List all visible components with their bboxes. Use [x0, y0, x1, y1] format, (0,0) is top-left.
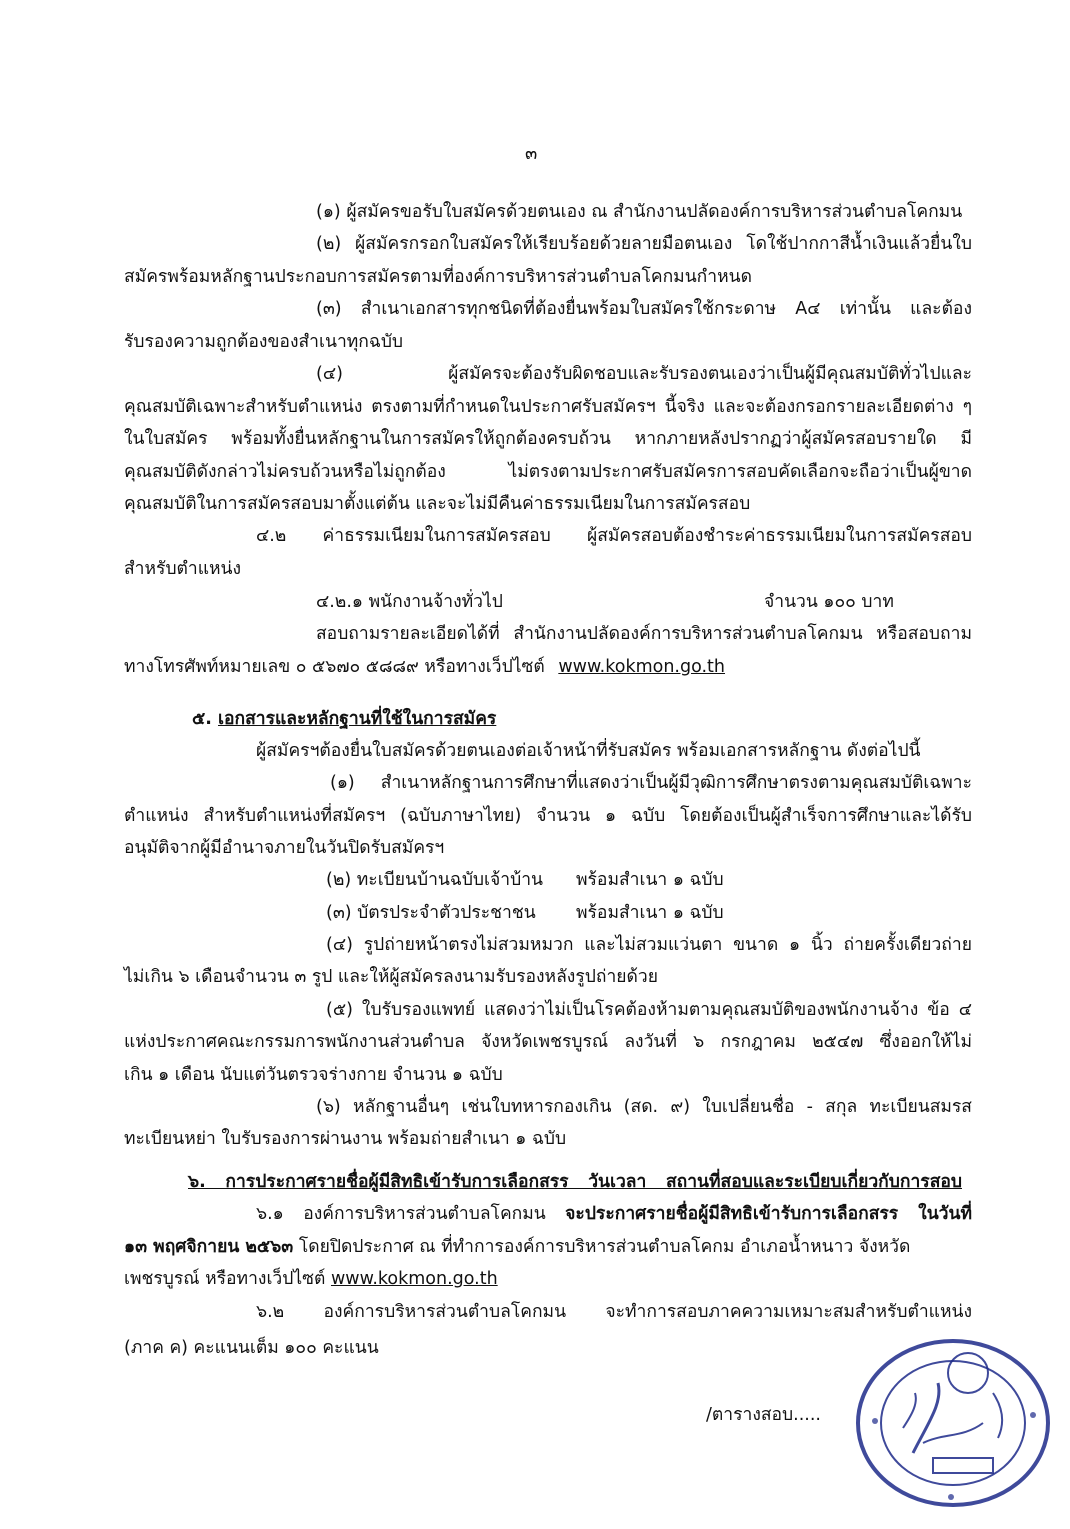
sec5-heading	[192, 707, 496, 731]
inquiry-line2	[124, 655, 725, 679]
sec4-1-item4-line4: คุณสมบัติดังกล่าวไม่ครบถ้วนหรือไม่ถูกต้อง ไม่ตรงตามประกาศรับสมัครการสอบคัดเลือกจะถือว่าเป็นผู้ขาด	[124, 462, 972, 482]
sec5-item1-line2: ตำแหน่ง สำหรับตำแหน่งที่สมัครฯ (ฉบับภาษาไทย) จำนวน ๑ ฉบับ โดยต้องเป็นผู้สำเร็จการศึกษาและได้รับ	[124, 806, 972, 826]
continuation-footer: /ตารางสอบ.....	[706, 1405, 821, 1425]
sec4-1-item3-line1: (๓) สำเนาเอกสารทุกชนิดที่ต้องยื่นพร้อมใบสมัครใช้กระดาษ A๔ เท่านั้น และต้อง	[316, 299, 972, 319]
sec4-1-item4-line5: คุณสมบัติในการสมัครสอบมาตั้งแต่ต้น และจะไม่มีคืนค่าธรรมเนียมในการสมัครสอบ	[124, 494, 751, 514]
sec6-1-line1	[256, 1202, 972, 1226]
fee-position: ๔.๒.๑ พนักงานจ้างทั่วไป	[316, 592, 503, 612]
fee-amount: จำนวน ๑๐๐ บาท	[764, 592, 894, 612]
sec6-1-announce: จะประกาศรายชื่อผู้มีสิทธิเข้ารับการเลือกสรร ในวันที่	[565, 1204, 972, 1224]
sec4-1-item3-line2: รับรองความถูกต้องของสำเนาทุกฉบับ	[124, 332, 404, 352]
website-link[interactable]: www.kokmon.go.th	[558, 657, 726, 677]
sec4-1-item4-line1: (๔) ผู้สมัครจะต้องรับผิดชอบและรับรองตนเองว่าเป็นผู้มีคุณสมบัติทั่วไปและ	[316, 364, 972, 384]
sec5-item4-line2: ไม่เกิน ๖ เดือนจำนวน ๓ รูป และให้ผู้สมัครลงนามรับรองหลังรูปถ่ายด้วย	[124, 967, 658, 987]
sec5-item2-copy: พร้อมสำเนา ๑ ฉบับ	[576, 870, 724, 890]
official-seal-icon	[843, 1333, 1053, 1508]
sec6-1-line2	[124, 1235, 910, 1259]
sec6-1-place: โดยปิดประกาศ ณ ที่ทำการองค์การบริหารส่วนตำบลโคกม อำเภอน้ำหนาว จังหวัด	[293, 1237, 911, 1257]
sec4-1-item2-line2: สมัครพร้อมหลักฐานประกอบการสมัครตามที่องค์การบริหารส่วนตำบลโคกมนกำหนด	[124, 267, 752, 287]
sec5-item5-line1: (๕) ใบรับรองแพทย์ แสดงว่าไม่เป็นโรคต้องห้ามตามคุณสมบัติของพนักงานจ้าง ข้อ ๔	[326, 1000, 972, 1020]
sec6-1-org: ๖.๑ องค์การบริหารส่วนตำบลโคกมน	[256, 1204, 566, 1224]
sec4-2-line1: ๔.๒ ค่าธรรมเนียมในการสมัครสอบ ผู้สมัครสอบต้องชำระค่าธรรมเนียมในการสมัครสอบ	[256, 526, 972, 546]
sec4-1-item4-line2: คุณสมบัติเฉพาะสำหรับตำแหน่ง ตรงตามที่กำหนดในประกาศรับสมัครฯ นี้จริง และจะต้องกรอกรายละเอียดต่าง ๆ	[124, 397, 972, 417]
sec5-item6-line1: (๖) หลักฐานอื่นๆ เช่นใบทหารกองเกิน (สด. ๙) ใบเปลี่ยนชื่อ - สกุล ทะเบียนสมรส	[316, 1097, 972, 1117]
sec5-item2-label: (๒) ทะเบียนบ้านฉบับเจ้าบ้าน	[326, 870, 543, 890]
website-link-2[interactable]: www.kokmon.go.th	[330, 1269, 498, 1289]
sec5-item4-line1: (๔) รูปถ่ายหน้าตรงไม่สวมหมวก และไม่สวมแว่นตา ขนาด ๑ นิ้ว ถ่ายครั้งเดียวถ่าย	[326, 935, 972, 955]
sec4-1-item4-line3: ในใบสมัคร พร้อมทั้งยื่นหลักฐานในการสมัครให้ถูกต้องครบถ้วน หากภายหลังปรากฏว่าผู้สมัครสอบรายใด มี	[124, 429, 972, 449]
inquiry-phone-text: ทางโทรศัพท์หมายเลข ๐ ๕๖๗๐ ๕๘๘๙ หรือทางเว็ปไซต์	[124, 657, 545, 677]
sec5-heading-text: เอกสารและหลักฐานที่ใช้ในการสมัคร	[218, 709, 497, 729]
sec6-heading: ๖. การประกาศรายชื่อผู้มีสิทธิเข้ารับการเลือกสรร วันเวลา สถานที่สอบและระเบียบเกี่ยวกับการสอบ	[188, 1172, 962, 1192]
page-number: ๓	[525, 143, 538, 164]
sec5-item3-copy: พร้อมสำเนา ๑ ฉบับ	[576, 903, 724, 923]
sec5-item1-line1: (๑) สำเนาหลักฐานการศึกษาที่แสดงว่าเป็นผู้มีวุฒิการศึกษาตรงตามคุณสมบัติเฉพาะ	[330, 773, 972, 793]
sec5-item5-line3: เกิน ๑ เดือน นับแต่วันตรวจร่างกาย จำนวน ๑ ฉบับ	[124, 1065, 503, 1085]
sec5-item1-line3: อนุมัติจากผู้มีอำนาจภายในวันปิดรับสมัครฯ	[124, 838, 445, 858]
sec6-2-line2: (ภาค ค) คะแนนเต็ม ๑๐๐ คะแนน	[124, 1338, 379, 1358]
announce-date: ๑๓ พฤศจิกายน ๒๕๖๓	[124, 1237, 294, 1257]
sec6-2-line1: ๖.๒ องค์การบริหารส่วนตำบลโคกมน จะทำการสอบภาคความเหมาะสมสำหรับตำแหน่ง	[256, 1302, 972, 1322]
sec6-1-province: เพชรบูรณ์ หรือทางเว็ปไซต์	[124, 1269, 331, 1289]
sec4-1-item2-line1: (๒) ผู้สมัครกรอกใบสมัครให้เรียบร้อยด้วยลายมือตนเอง โดใช้ปากกาสีน้ำเงินแล้วยื่นใบ	[316, 234, 972, 254]
inquiry-line1: สอบถามรายละเอียดได้ที่ สำนักงานปลัดองค์การบริหารส่วนตำบลโคกมน หรือสอบถาม	[316, 624, 972, 644]
sec5-item3-label: (๓) บัตรประจำตัวประชาชน	[326, 903, 536, 923]
sec5-number: ๕.	[192, 709, 212, 729]
sec5-intro: ผู้สมัครฯต้องยื่นใบสมัครด้วยตนเองต่อเจ้าหน้าที่รับสมัคร พร้อมเอกสารหลักฐาน ดังต่อไปนี้	[256, 741, 921, 761]
sec5-item6-line2: ทะเบียนหย่า ใบรับรองการผ่านงาน พร้อมถ่ายสำเนา ๑ ฉบับ	[124, 1129, 567, 1149]
sec4-2-line2: สำหรับตำแหน่ง	[124, 559, 242, 579]
sec6-1-line3	[124, 1267, 498, 1291]
sec5-item5-line2: แห่งประกาศคณะกรรมการพนักงานส่วนตำบล จังหวัดเพชรบูรณ์ ลงวันที่ ๖ กรกฎาคม ๒๕๔๗ ซึ่งออกให้ไม่	[124, 1032, 972, 1052]
sec4-1-item1: (๑) ผู้สมัครขอรับใบสมัครด้วยตนเอง ณ สำนักงานปลัดองค์การบริหารส่วนตำบลโคกมน	[316, 202, 963, 222]
